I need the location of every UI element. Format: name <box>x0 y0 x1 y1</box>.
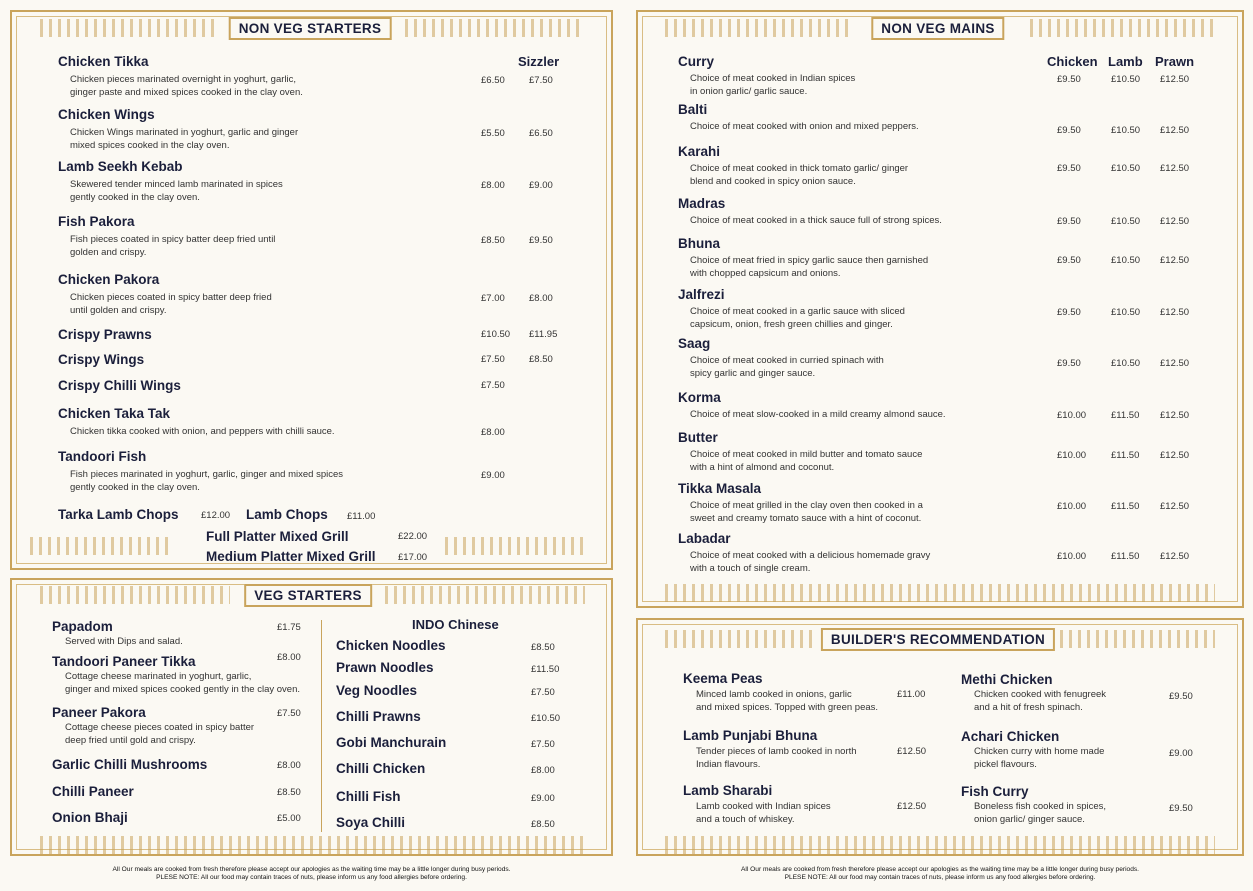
lamb-seekh-kebab-price: £8.00 <box>481 180 505 191</box>
jalfrezi-lamb-price: £10.50 <box>1111 307 1141 318</box>
tandoori-fish-name: Tandoori Fish <box>58 449 147 464</box>
methi-chicken-name: Methi Chicken <box>961 672 1053 687</box>
full-platter-price: £22.00 <box>398 531 428 542</box>
bhuna-chicken-price: £9.50 <box>1057 255 1081 266</box>
tandoori-paneer-tikka-desc: Cottage cheese marinated in yoghurt, garlic, ginger and mixed spices cooked gently in the clay oven. <box>65 671 300 695</box>
lamb-seekh-kebab-name: Lamb Seekh Kebab <box>58 159 183 174</box>
butter-lamb-price: £11.50 <box>1111 450 1140 461</box>
curry-prawn-price: £12.50 <box>1160 74 1190 85</box>
lamb-chops-name: Lamb Chops <box>246 507 328 522</box>
footer-line-1: All Our meals are cooked from fresh therefore please accept our apologies as the waiting time may be a little longer during busy periods. <box>740 866 1140 873</box>
labadar-prawn-price: £12.50 <box>1160 551 1190 562</box>
tarka-lamb-chops-price: £12.00 <box>201 510 231 521</box>
ornament <box>40 586 230 604</box>
tarka-lamb-chops-name: Tarka Lamb Chops <box>58 507 179 522</box>
footer-line-2: PLESE NOTE: All our food may contain traces of nuts, please inform us any food allergies before ordering. <box>784 874 1096 881</box>
chicken-pakora-name: Chicken Pakora <box>58 272 160 287</box>
chicken-wings-name: Chicken Wings <box>58 107 155 122</box>
crispy-wings-name: Crispy Wings <box>58 352 145 367</box>
fish-pakora-desc: Fish pieces coated in spicy batter deep fried until golden and crispy. <box>70 234 276 258</box>
crispy-prawns-price: £10.50 <box>481 329 511 340</box>
bhuna-prawn-price: £12.50 <box>1160 255 1190 266</box>
crispy-chilli-wings-price: £7.50 <box>481 380 505 391</box>
chicken-wings-sizzler-price: £6.50 <box>529 128 553 139</box>
chicken-pakora-desc: Chicken pieces coated in spicy batter deep fried until golden and crispy. <box>70 292 272 316</box>
tandoori-paneer-tikka-price: £8.00 <box>277 652 301 663</box>
butter-desc: Choice of meat cooked in mild butter and tomato sauce with a hint of almond and coconut. <box>690 449 923 473</box>
chilli-fish-name: Chilli Fish <box>336 789 401 804</box>
achari-chicken-name: Achari Chicken <box>961 729 1060 744</box>
saag-desc: Choice of meat cooked in curried spinach with spicy garlic and ginger sauce. <box>690 355 884 379</box>
saag-chicken-price: £9.50 <box>1057 358 1081 369</box>
chicken-tikka-desc: Chicken pieces marinated overnight in yoghurt, garlic, ginger paste and mixed spices cooked in the clay oven. <box>70 74 303 98</box>
chicken-pakora-price: £7.00 <box>481 293 505 304</box>
paneer-pakora-desc: Cottage cheese pieces coated in spicy batter deep fried until gold and crispy. <box>65 722 255 746</box>
keema-peas-price: £11.00 <box>897 689 926 700</box>
madras-desc: Choice of meat cooked in a thick sauce full of strong spices. <box>690 215 942 226</box>
korma-name: Korma <box>678 390 721 405</box>
chilli-prawns-name: Chilli Prawns <box>336 709 421 724</box>
korma-prawn-price: £12.50 <box>1160 410 1190 421</box>
madras-name: Madras <box>678 196 726 211</box>
korma-desc: Choice of meat slow-cooked in a mild creamy almond sauce. <box>690 409 946 420</box>
prawn-noodles-price: £11.50 <box>531 664 560 675</box>
medium-platter-name: Medium Platter Mixed Grill <box>206 549 376 564</box>
chicken-tikka-price: £6.50 <box>481 75 505 86</box>
lamb-column-header: Lamb <box>1108 54 1143 69</box>
papadom-name: Papadom <box>52 619 113 634</box>
karahi-chicken-price: £9.50 <box>1057 163 1081 174</box>
fish-pakora-name: Fish Pakora <box>58 214 135 229</box>
saag-name: Saag <box>678 336 711 351</box>
ornament <box>30 537 170 555</box>
labadar-lamb-price: £11.50 <box>1111 551 1140 562</box>
labadar-desc: Choice of meat cooked with a delicious homemade gravy with a touch of single cream. <box>690 550 931 574</box>
sizzler-column-header: Sizzler <box>518 54 560 69</box>
chicken-noodles-price: £8.50 <box>531 642 555 653</box>
butter-prawn-price: £12.50 <box>1160 450 1190 461</box>
tandoori-fish-desc: Fish pieces marinated in yoghurt, garlic, ginger and mixed spices gently cooked in the clay oven. <box>70 469 343 493</box>
curry-chicken-price: £9.50 <box>1057 74 1081 85</box>
tikka-masala-name: Tikka Masala <box>678 481 762 496</box>
chilli-paneer-name: Chilli Paneer <box>52 784 134 799</box>
curry-name: Curry <box>678 54 715 69</box>
karahi-lamb-price: £10.50 <box>1111 163 1141 174</box>
medium-platter-price: £17.00 <box>398 552 428 563</box>
ornament <box>665 630 815 648</box>
jalfrezi-desc: Choice of meat cooked in a garlic sauce with sliced capsicum, onion, fresh green chillies and ginger. <box>690 306 905 330</box>
garlic-chilli-mushrooms-price: £8.00 <box>277 760 301 771</box>
saag-prawn-price: £12.50 <box>1160 358 1190 369</box>
gobi-manchurain-name: Gobi Manchurain <box>336 735 447 750</box>
chilli-prawns-price: £10.50 <box>531 713 561 724</box>
chicken-taka-tak-name: Chicken Taka Tak <box>58 406 171 421</box>
keema-peas-name: Keema Peas <box>683 671 763 686</box>
footer-line-2: PLESE NOTE: All our food may contain traces of nuts, please inform us any food allergies before ordering. <box>156 874 467 881</box>
balti-chicken-price: £9.50 <box>1057 125 1081 136</box>
fish-pakora-sizzler-price: £9.50 <box>529 235 553 246</box>
methi-chicken-desc: Chicken cooked with fenugreek and a hit of fresh spinach. <box>974 689 1107 713</box>
ornament <box>40 19 215 37</box>
lamb-sharabi-price: £12.50 <box>897 801 927 812</box>
prawn-noodles-name: Prawn Noodles <box>336 660 434 675</box>
keema-peas-desc: Minced lamb cooked in onions, garlic and mixed spices. Topped with green peas. <box>696 689 879 713</box>
footer-left <box>10 866 613 882</box>
chicken-taka-tak-price: £8.00 <box>481 427 505 438</box>
footer-right <box>636 866 1244 882</box>
lamb-seekh-kebab-desc: Skewered tender minced lamb marinated in spices gently cooked in the clay oven. <box>70 179 283 203</box>
chilli-paneer-price: £8.50 <box>277 787 301 798</box>
achari-chicken-price: £9.00 <box>1169 748 1193 759</box>
tikka-masala-desc: Choice of meat grilled in the clay oven then cooked in a sweet and creamy tomato sauce with a hint of coconut. <box>690 500 923 524</box>
curry-desc: Choice of meat cooked in Indian spices in onion garlic/ garlic sauce. <box>690 73 856 97</box>
soya-chilli-price: £8.50 <box>531 819 555 830</box>
methi-chicken-price: £9.50 <box>1169 691 1193 702</box>
fish-curry-name: Fish Curry <box>961 784 1029 799</box>
tikka-masala-prawn-price: £12.50 <box>1160 501 1190 512</box>
indo-chinese-title: INDO Chinese <box>412 617 499 632</box>
korma-chicken-price: £10.00 <box>1057 410 1087 421</box>
balti-desc: Choice of meat cooked with onion and mixed peppers. <box>690 121 919 132</box>
crispy-wings-sizzler-price: £8.50 <box>529 354 553 365</box>
veg-noodles-price: £7.50 <box>531 687 555 698</box>
ornament <box>1030 19 1215 37</box>
karahi-prawn-price: £12.50 <box>1160 163 1190 174</box>
soya-chilli-name: Soya Chilli <box>336 815 406 830</box>
lamb-punjabi-bhuna-desc: Tender pieces of lamb cooked in north Indian flavours. <box>696 746 857 770</box>
chilli-fish-price: £9.00 <box>531 793 555 804</box>
labadar-name: Labadar <box>678 531 731 546</box>
jalfrezi-chicken-price: £9.50 <box>1057 307 1081 318</box>
lamb-sharabi-name: Lamb Sharabi <box>683 783 773 798</box>
karahi-name: Karahi <box>678 144 721 159</box>
prawn-column-header: Prawn <box>1155 54 1195 69</box>
balti-prawn-price: £12.50 <box>1160 125 1190 136</box>
chilli-chicken-name: Chilli Chicken <box>336 761 426 776</box>
lamb-chops-price: £11.00 <box>347 511 376 522</box>
fish-curry-price: £9.50 <box>1169 803 1193 814</box>
bhuna-name: Bhuna <box>678 236 720 251</box>
butter-chicken-price: £10.00 <box>1057 450 1087 461</box>
ornament <box>665 836 1215 854</box>
builders-title: BUILDER'S RECOMMENDATION <box>821 628 1055 651</box>
gobi-manchurain-price: £7.50 <box>531 739 555 750</box>
chicken-column-header: Chicken <box>1047 54 1098 69</box>
papadom-price: £1.75 <box>277 622 301 633</box>
chicken-pakora-sizzler-price: £8.00 <box>529 293 553 304</box>
chicken-taka-tak-desc: Chicken tikka cooked with onion, and peppers with chilli sauce. <box>70 426 335 437</box>
chicken-noodles-name: Chicken Noodles <box>336 638 446 653</box>
ornament <box>405 19 580 37</box>
column-divider <box>321 620 322 832</box>
onion-bhaji-price: £5.00 <box>277 813 301 824</box>
garlic-chilli-mushrooms-name: Garlic Chilli Mushrooms <box>52 757 208 772</box>
ornament <box>445 537 585 555</box>
ornament <box>665 584 1215 602</box>
paneer-pakora-name: Paneer Pakora <box>52 705 146 720</box>
chicken-wings-desc: Chicken Wings marinated in yoghurt, garlic and ginger mixed spices cooked in the clay oven. <box>70 127 299 151</box>
korma-lamb-price: £11.50 <box>1111 410 1140 421</box>
bhuna-desc: Choice of meat fried in spicy garlic sauce then garnished with chopped capsicum and onions. <box>690 255 929 279</box>
crispy-chilli-wings-name: Crispy Chilli Wings <box>58 378 181 393</box>
lamb-punjabi-bhuna-price: £12.50 <box>897 746 927 757</box>
saag-lamb-price: £10.50 <box>1111 358 1141 369</box>
bhuna-lamb-price: £10.50 <box>1111 255 1141 266</box>
veg-noodles-name: Veg Noodles <box>336 683 418 698</box>
balti-name: Balti <box>678 102 708 117</box>
balti-lamb-price: £10.50 <box>1111 125 1141 136</box>
ornament <box>385 586 585 604</box>
curry-lamb-price: £10.50 <box>1111 74 1141 85</box>
tandoori-paneer-tikka-name: Tandoori Paneer Tikka <box>52 654 196 669</box>
chicken-tikka-name: Chicken Tikka <box>58 54 149 69</box>
fish-curry-desc: Boneless fish cooked in spices, onion garlic/ ginger sauce. <box>974 801 1107 825</box>
fish-pakora-price: £8.50 <box>481 235 505 246</box>
footer-line-1: All Our meals are cooked from fresh therefore please accept our apologies as the waiting time may be a little longer during busy periods. <box>112 866 511 873</box>
madras-chicken-price: £9.50 <box>1057 216 1081 227</box>
full-platter-name: Full Platter Mixed Grill <box>206 529 349 544</box>
paneer-pakora-price: £7.50 <box>277 708 301 719</box>
labadar-chicken-price: £10.00 <box>1057 551 1087 562</box>
nonveg-starters-title: NON VEG STARTERS <box>229 17 392 40</box>
crispy-wings-price: £7.50 <box>481 354 505 365</box>
jalfrezi-prawn-price: £12.50 <box>1160 307 1190 318</box>
nonveg-mains-title: NON VEG MAINS <box>871 17 1004 40</box>
chicken-tikka-sizzler-price: £7.50 <box>529 75 553 86</box>
karahi-desc: Choice of meat cooked in thick tomato garlic/ ginger blend and cooked in spicy onion sauce. <box>690 163 909 187</box>
papadom-desc: Served with Dips and salad. <box>65 636 183 647</box>
lamb-punjabi-bhuna-name: Lamb Punjabi Bhuna <box>683 728 818 743</box>
ornament <box>1060 630 1215 648</box>
jalfrezi-name: Jalfrezi <box>678 287 725 302</box>
tandoori-fish-price: £9.00 <box>481 470 505 481</box>
tikka-masala-chicken-price: £10.00 <box>1057 501 1087 512</box>
crispy-prawns-sizzler-price: £11.95 <box>529 329 558 340</box>
lamb-sharabi-desc: Lamb cooked with Indian spices and a touch of whiskey. <box>696 801 831 825</box>
crispy-prawns-name: Crispy Prawns <box>58 327 152 342</box>
madras-prawn-price: £12.50 <box>1160 216 1190 227</box>
madras-lamb-price: £10.50 <box>1111 216 1141 227</box>
onion-bhaji-name: Onion Bhaji <box>52 810 128 825</box>
tikka-masala-lamb-price: £11.50 <box>1111 501 1140 512</box>
butter-name: Butter <box>678 430 718 445</box>
lamb-seekh-kebab-sizzler-price: £9.00 <box>529 180 553 191</box>
ornament <box>665 19 850 37</box>
chilli-chicken-price: £8.00 <box>531 765 555 776</box>
achari-chicken-desc: Chicken curry with home made pickel flavours. <box>974 746 1105 770</box>
chicken-wings-price: £5.50 <box>481 128 505 139</box>
ornament <box>40 836 585 854</box>
veg-starters-title: VEG STARTERS <box>244 584 372 607</box>
